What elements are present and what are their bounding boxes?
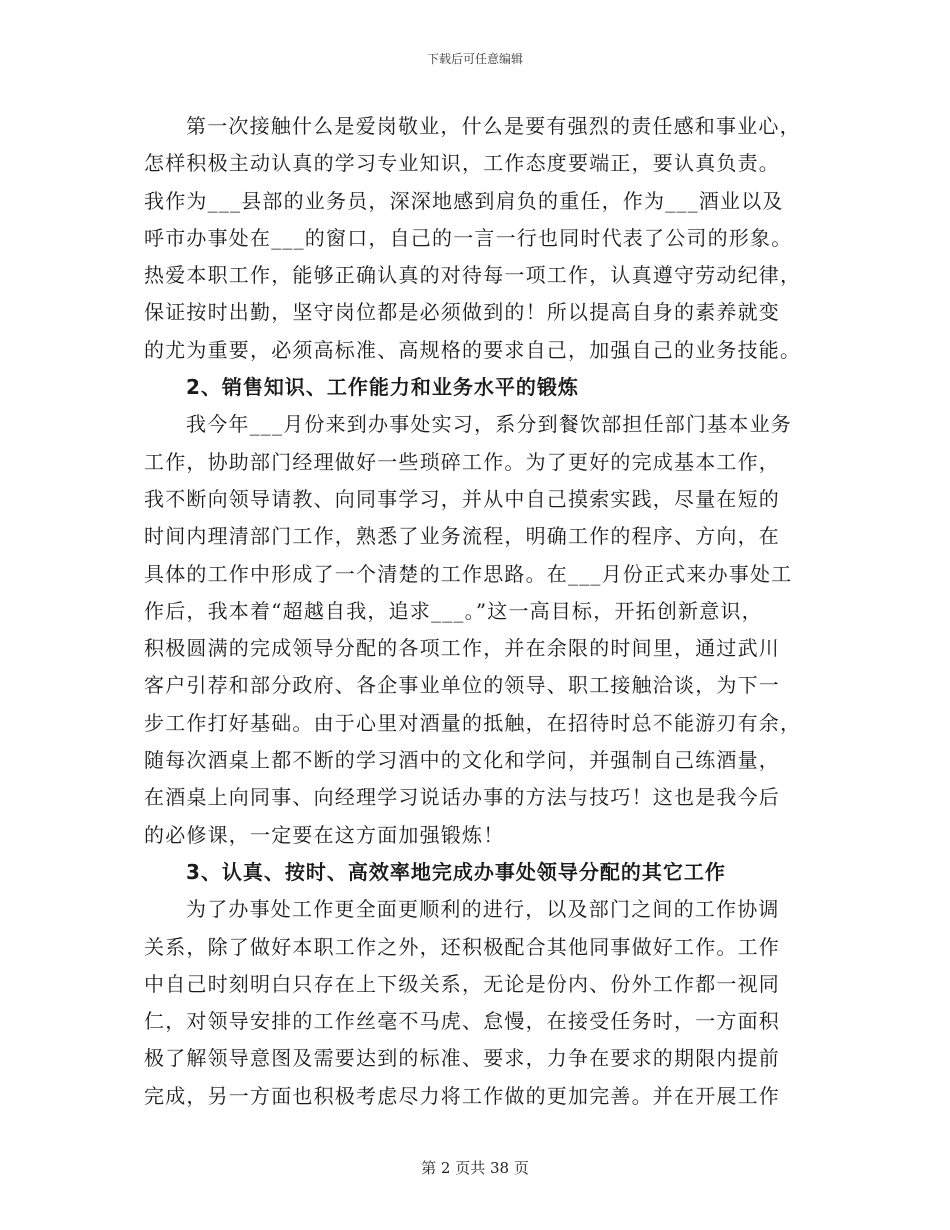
body-line: 客户引荐和部分政府、各企事业单位的领导、职工接触洽谈，为下一 xyxy=(144,673,780,698)
body-line: 积极圆满的完成领导分配的各项工作，并在余限的时间里，通过武川 xyxy=(144,636,780,661)
body-line: 关系，除了做好本职工作之外，还积极配合其他同事做好工作。工作 xyxy=(144,934,780,959)
body-line: 保证按时出勤，坚守岗位都是必须做到的！所以提高自身的素养就变 xyxy=(144,300,780,325)
body-line: 怎样积极主动认真的学习专业知识，工作态度要端正，要认真负责。 xyxy=(144,151,780,176)
section-heading: 2、销售知识、工作能力和业务水平的锻炼 xyxy=(186,375,579,400)
body-line: 极了解领导意图及需要达到的标准、要求，力争在要求的期限内提前 xyxy=(144,1046,780,1071)
body-line: 的尤为重要，必须高标准、高规格的要求自己，加强自己的业务技能。 xyxy=(144,337,802,362)
body-line: 作后，我本着“超越自我，追求___。”这一高目标，开拓创新意识， xyxy=(144,598,763,623)
body-line: 的必修课，一定要在这方面加强锻炼！ xyxy=(144,822,505,847)
body-line: 为了办事处工作更全面更顺利的进行，以及部门之间的工作协调 xyxy=(186,897,780,922)
document-body xyxy=(144,108,814,1115)
body-line: 第一次接触什么是爱岗敬业，什么是要有强烈的责任感和事业心， xyxy=(186,114,801,138)
body-line: 完成，另一方面也积极考虑尽力将工作做的更加完善。并在开展工作 xyxy=(144,1083,780,1108)
body-line: 在酒桌上向同事、向经理学习说话办事的方法与技巧！这也是我今后 xyxy=(144,785,780,810)
body-line: 我不断向领导请教、向同事学习，并从中自己摸索实践，尽量在短的 xyxy=(144,486,780,511)
body-line: 随每次酒桌上都不断的学习酒中的文化和学问，并强制自己练酒量， xyxy=(144,748,780,773)
body-line: 中自己时刻明白只存在上下级关系，无论是份内、份外工作都一视同 xyxy=(144,971,780,996)
page-header: 下载后可任意编辑 xyxy=(426,52,523,66)
body-line: 时间内理清部门工作，熟悉了业务流程，明确工作的程序、方向，在 xyxy=(144,524,780,549)
body-line: 步工作打好基础。由于心里对酒量的抵触，在招待时总不能游刃有余， xyxy=(144,710,802,735)
body-line: 热爱本职工作，能够正确认真的对待每一项工作，认真遵守劳动纪律， xyxy=(144,263,802,288)
body-line: 呼市办事处在___的窗口，自己的一言一行也同时代表了公司的形象。 xyxy=(144,225,793,250)
page-number-footer: 第 2 页共 38 页 xyxy=(421,1159,529,1177)
body-line: 我作为___县部的业务员，深深地感到肩负的重任，作为___酒业以及 xyxy=(144,188,784,213)
body-line: 仁，对领导安排的工作丝毫不马虎、怠慢，在接受任务时，一方面积 xyxy=(144,1009,780,1034)
body-line: 工作，协助部门经理做好一些琐碎工作。为了更好的完成基本工作， xyxy=(144,449,780,474)
section-heading: 3、认真、按时、高效率地完成办事处领导分配的其它工作 xyxy=(186,859,726,884)
body-line: 具体的工作中形成了一个清楚的工作思路。在___月份正式来办事处工 xyxy=(144,561,793,586)
body-line: 我今年___月份来到办事处实习，系分到餐饮部担任部门基本业务 xyxy=(186,412,792,437)
